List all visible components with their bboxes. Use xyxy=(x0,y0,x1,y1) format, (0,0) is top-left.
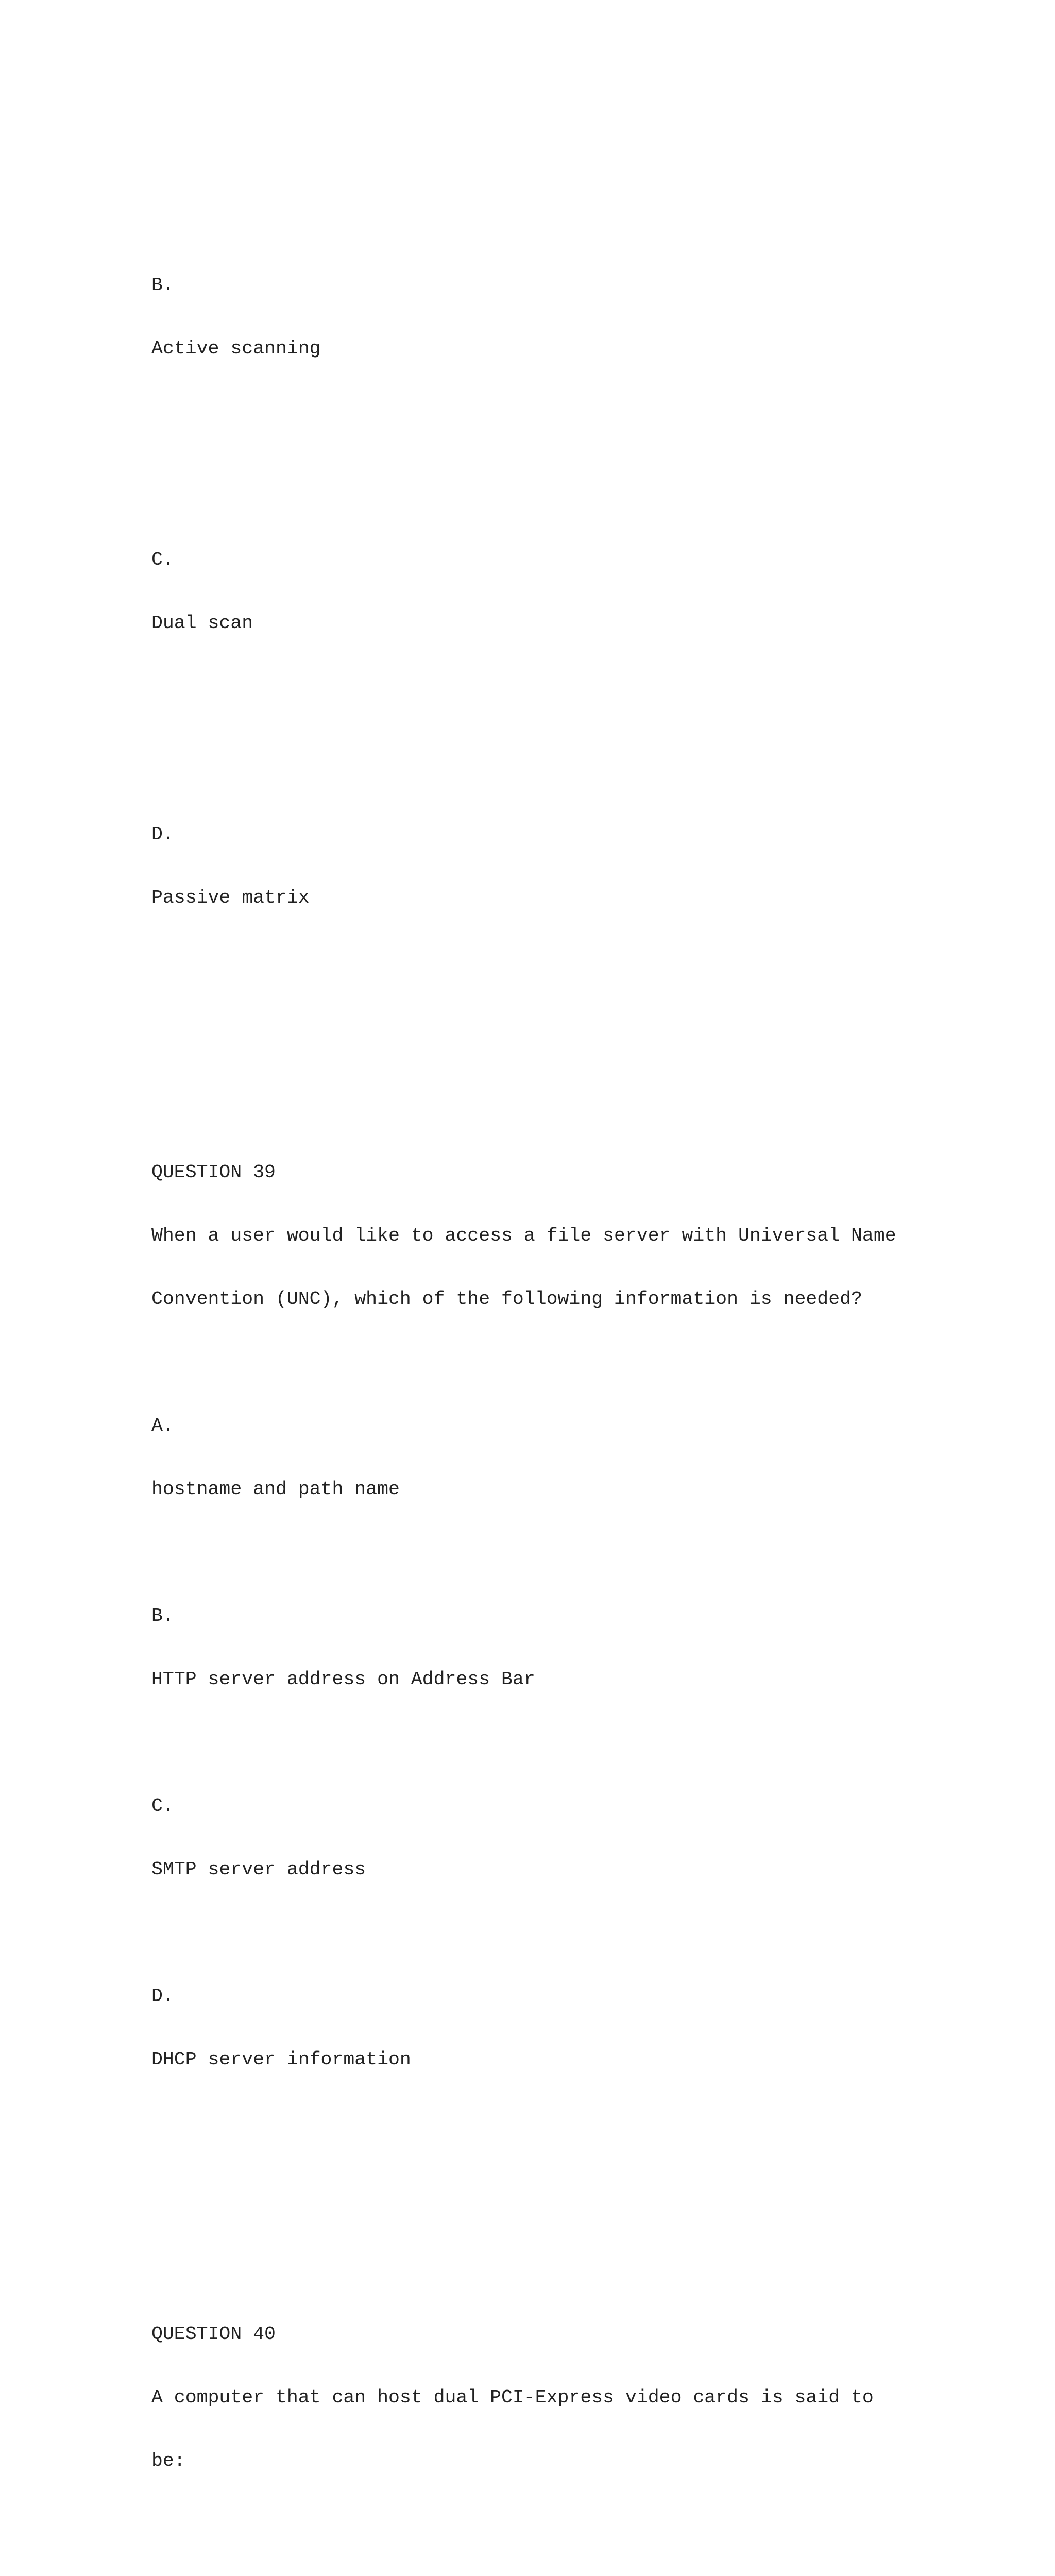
option-block xyxy=(151,232,955,401)
question-title: QUESTION 40 xyxy=(151,2324,276,2345)
question-stem-line: Convention (UNC), which of the following information is needed? xyxy=(151,1289,862,1310)
question-stem-line: A computer that can host dual PCI-Express video cards is said to xyxy=(151,2387,874,2408)
option-text: Active scanning xyxy=(151,338,321,359)
option-text: Dual scan xyxy=(151,613,253,634)
question-39 xyxy=(151,1120,955,2112)
option-text: hostname and path name xyxy=(151,1479,400,1500)
question-40 xyxy=(151,2281,955,2576)
option-text: DHCP server information xyxy=(151,2049,411,2070)
option-letter: D. xyxy=(151,824,174,845)
question-title: QUESTION 39 xyxy=(151,1162,276,1183)
option-text: HTTP server address on Address Bar xyxy=(151,1669,535,1690)
question-stem-line: be: xyxy=(151,2450,185,2471)
question-stem-line: When a user would like to access a file server with Universal Name xyxy=(151,1225,896,1246)
option-letter: C. xyxy=(151,549,174,570)
option-letter: D. xyxy=(151,1986,174,2007)
option-letter: B. xyxy=(151,275,174,296)
option-text: SMTP server address xyxy=(151,1859,366,1880)
option-text: Passive matrix xyxy=(151,887,310,908)
option-letter: B. xyxy=(151,1605,174,1626)
option-block xyxy=(151,507,955,676)
option-letter: C. xyxy=(151,1795,174,1817)
option-letter: A. xyxy=(151,1415,174,1436)
option-block xyxy=(151,782,955,951)
document-body xyxy=(151,148,955,2576)
